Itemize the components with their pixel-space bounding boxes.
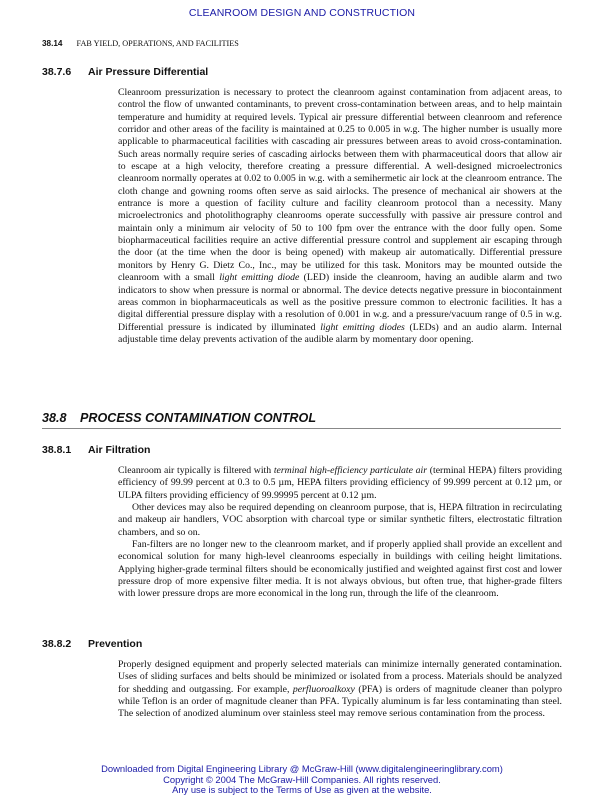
section-number: 38.8 — [42, 411, 67, 425]
top-banner: CLEANROOM DESIGN AND CONSTRUCTION — [188, 7, 416, 19]
paragraph-air-pressure — [118, 87, 562, 346]
text-run: (PFA) is orders of magnitude cleaner than polypro while Teflon is an order of magnitude cleaner than PFA. Typically aluminum is far less contaminating than steel. The selection of anodized aluminum over stainless steel may remove serious contamination from the process. — [118, 683, 563, 720]
footer-copyright-line: Copyright © 2004 The McGraw-Hill Companies. All rights reserved. — [163, 773, 441, 785]
running-head — [42, 39, 239, 48]
paragraph-prevention — [118, 659, 562, 721]
italic-term: light emitting diodes — [320, 321, 405, 333]
italic-term: light emitting diode — [219, 272, 300, 284]
heading-rule — [42, 428, 561, 429]
text-run: (terminal HEPA) filters providing efficiency of 99.99 percent at 0.3 to 0.5 µm, HEPA filters providing efficiency of 99.999 percent at 0.12 µm, or ULPA filters providing efficiency of 99.99995 percent at 0.12 µm. — [118, 465, 562, 501]
section-title: PROCESS CONTAMINATION CONTROL — [80, 411, 317, 425]
text-run: (LEDs) and an audio alarm. Internal adjustable time delay prevents activation of the audible alarm by momentary door opening. — [118, 321, 562, 345]
paragraph-air-filtration-3: Fan-filters are no longer new to the cleanroom market, and if properly applied shall provide an excellent and economical solution for many high-level cleanrooms especially in buildings with ceiling height limitations. Applying higher-grade terminal filters should be economically justified and weighted against first cost and lower pressure drop of more expensive filter media. It is not always obvious, but often true, that higher-grade filters with lower pressure drops are more economical in the long run, through the life of the cleanroom. — [118, 539, 562, 600]
section-number: 38.8.2 — [42, 638, 72, 650]
section-title: Prevention — [88, 638, 143, 650]
footer-terms-line: Any use is subject to the Terms of Use as given at the website. — [172, 784, 432, 796]
running-head-title: FAB YIELD, OPERATIONS, AND FACILITIES — [76, 39, 239, 48]
paragraph-air-filtration-1 — [118, 465, 562, 502]
footer — [0, 764, 604, 796]
text-run: Properly designed equipment and properly selected materials can minimize internally generated contamination. Uses of sliding surfaces and belts should be minimized or isolated from a process. Materials should be analyzed for shedding and outgassing. For example, — [118, 659, 562, 695]
page-number: 38.14 — [42, 39, 63, 48]
section-heading-38-8-2 — [42, 638, 142, 650]
section-title: Air Pressure Differential — [88, 66, 209, 78]
footer-download-line: Downloaded from Digital Engineering Library @ McGraw-Hill (www.digitalengineeringlibrary.com) — [101, 763, 503, 774]
italic-term: perfluoroalkoxy — [292, 683, 355, 695]
paragraph-air-filtration-2: Other devices may also be required depending on cleanroom purpose, that is, HEPA filtration in recirculating and makeup air handlers, VOC absorption with charcoal type or similar synthetic filters, electrostatic filtration chambers, and so on. — [118, 502, 562, 538]
section-heading-38-7-6 — [42, 66, 208, 78]
text-run: Cleanroom pressurization is necessary to protect the cleanroom against contamination from adjacent areas, to control the flow of unwanted contaminants, to prevent cross-contamination between areas, and to help maintain temperature and humidity at required levels. Typical air pressure differential between cleanroom and reference corridor and other areas of the facility is maintained at 0.25 to 0.005 in w.g. The higher number is usually more applicable to pharmaceutical facilities with cascading air pressures between areas to avoid cross-contamination. Such areas normally require series of cascading airlocks between them with pharmaceutical doors that allow air to escape at a high velocity, therefore creating a pressure differential. A well-designed microelectronics cleanroom normally operates at 0.02 to 0.005 in w.g. with a semihermetic air lock at the cleanroom entrance. The cloth change and gowning rooms often serve as said airlocks. The presence of mechanical air showers at the entrance is more a question of facility culture and facility cleanroom protocol than a necessity. Many microelectronics and photolithography cleanrooms operate successfully with passive air pressure control and maintain only a minimum air velocity of 50 to 100 fpm over the entrance with the door fully open. Some biopharmaceutical facilities require an active differential pressure control and supplement air escaping through the door (at the time when the door is being opened) with makeup air automatically. Differential pressure monitors by Henry G. Dietz Co., Inc., may be utilized for this task. Monitors may be mounted outside the cleanroom with a small — [118, 87, 562, 284]
section-number: 38.7.6 — [42, 66, 72, 78]
section-number: 38.8.1 — [42, 444, 72, 456]
italic-term: terminal high-efficiency particulate air — [273, 465, 428, 476]
text-run: (LED) inside the cleanroom, having an audible alarm and two indicators to show when pressure is normal or abnormal. The device detects negative pressure in biocontainment areas common in biopharmaceuticals as well as the positive pressure common to electronic facilities. It has a digital differential pressure display with a resolution of 0.001 in w.g. and a pressure/vacuum range of 0.5 in w.g. Differential pressure is indicated by illuminated — [118, 272, 562, 333]
section-heading-38-8-1 — [42, 444, 150, 456]
chapter-section-heading-38-8 — [42, 411, 562, 425]
text-run: Cleanroom air typically is filtered with — [118, 465, 274, 476]
section-title: Air Filtration — [88, 444, 151, 456]
